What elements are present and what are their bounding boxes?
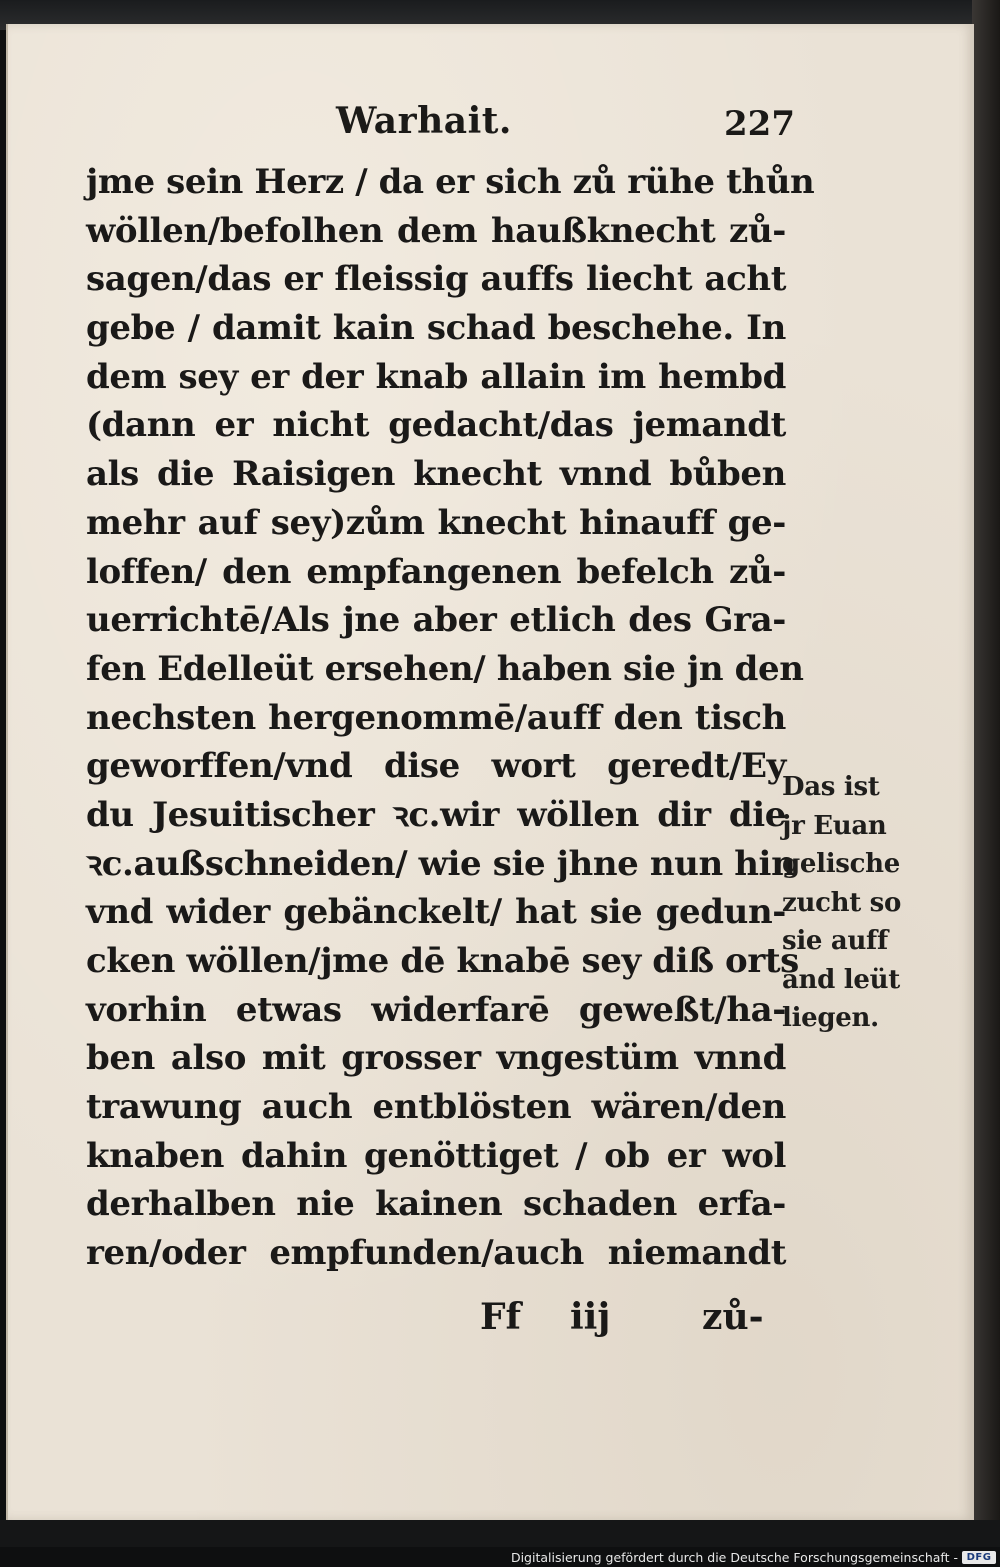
note-line: gelische [782,849,900,879]
text-line: jme sein Herz / da er sich zů rühe thůn [86,162,815,202]
text-line: knaben dahin genöttiget / ob er wol [86,1135,786,1176]
signature-line [480,1296,780,1346]
digitization-credit: Digitalisierung gefördert durch die Deutsche Forschungsgemeinschaft - [510,1550,958,1565]
text-line: ben also mit grosser vngestüm vnnd [86,1038,786,1079]
note-line: jr Euan [782,810,887,841]
signature-number: iij [570,1296,611,1338]
text-line: (dann er nicht gedacht/das jemandt [86,405,786,446]
text-line: geworffen/vnd dise wort geredt/Ey [86,746,786,787]
text-line: ren/oder empfunden/auch niemandt [86,1233,786,1274]
text-line: fen Edelleüt ersehen/ haben sie jn den [86,648,804,689]
signature-mark: Ff [480,1296,522,1338]
text-line: gebe / damit kain schad beschehe. In [86,308,786,349]
page-number: 227 [724,104,795,144]
text-line: uerrichtē/Als jne aber etlich des Gra- [86,600,786,641]
catchword: zů- [702,1296,764,1338]
note-line: liegen. [782,1003,879,1033]
dfg-logo-icon: DFG [962,1551,996,1564]
text-line: du Jesuitischer ꝛc.wir wöllen dir die [86,794,786,835]
running-head: Warhait. [336,100,512,142]
note-line: sie auff [782,926,888,956]
body-text [86,158,815,1278]
text-line: wöllen/befolhen dem haußknecht zů- [86,210,786,251]
text-line: sagen/das er fleissig auffs liecht acht [86,259,786,300]
text-line: loffen/ den empfangenen befelch zů- [86,551,786,592]
note-line: and leüt [782,964,900,995]
marginal-note [782,768,922,1038]
scan-frame-bottom [0,1520,1000,1547]
note-line: Das ist [782,772,880,802]
text-line: derhalben nie kainen schaden erfa- [86,1184,786,1225]
note-line: zucht so [782,887,902,918]
text-line: ꝛc.außschneiden/ wie sie jhne nun hin [86,843,796,884]
text-line: mehr auf sey)zům knecht hinauff ge- [86,502,786,543]
text-line: vnd wider gebänckelt/ hat sie gedun- [86,892,786,933]
book-edge [972,0,1000,1545]
text-line: trawung auch entblösten wären/den [86,1087,786,1128]
text-line: cken wöllen/jme dē knabē sey diß orts [86,941,799,981]
text-line: als die Raisigen knecht vnnd bůben [86,454,786,495]
text-line: dem sey er der knab allain im hembd [86,356,786,397]
text-line: nechsten hergenommē/auff den tisch [86,697,786,738]
text-line: vorhin etwas widerfarē geweßt/ha- [86,989,786,1030]
